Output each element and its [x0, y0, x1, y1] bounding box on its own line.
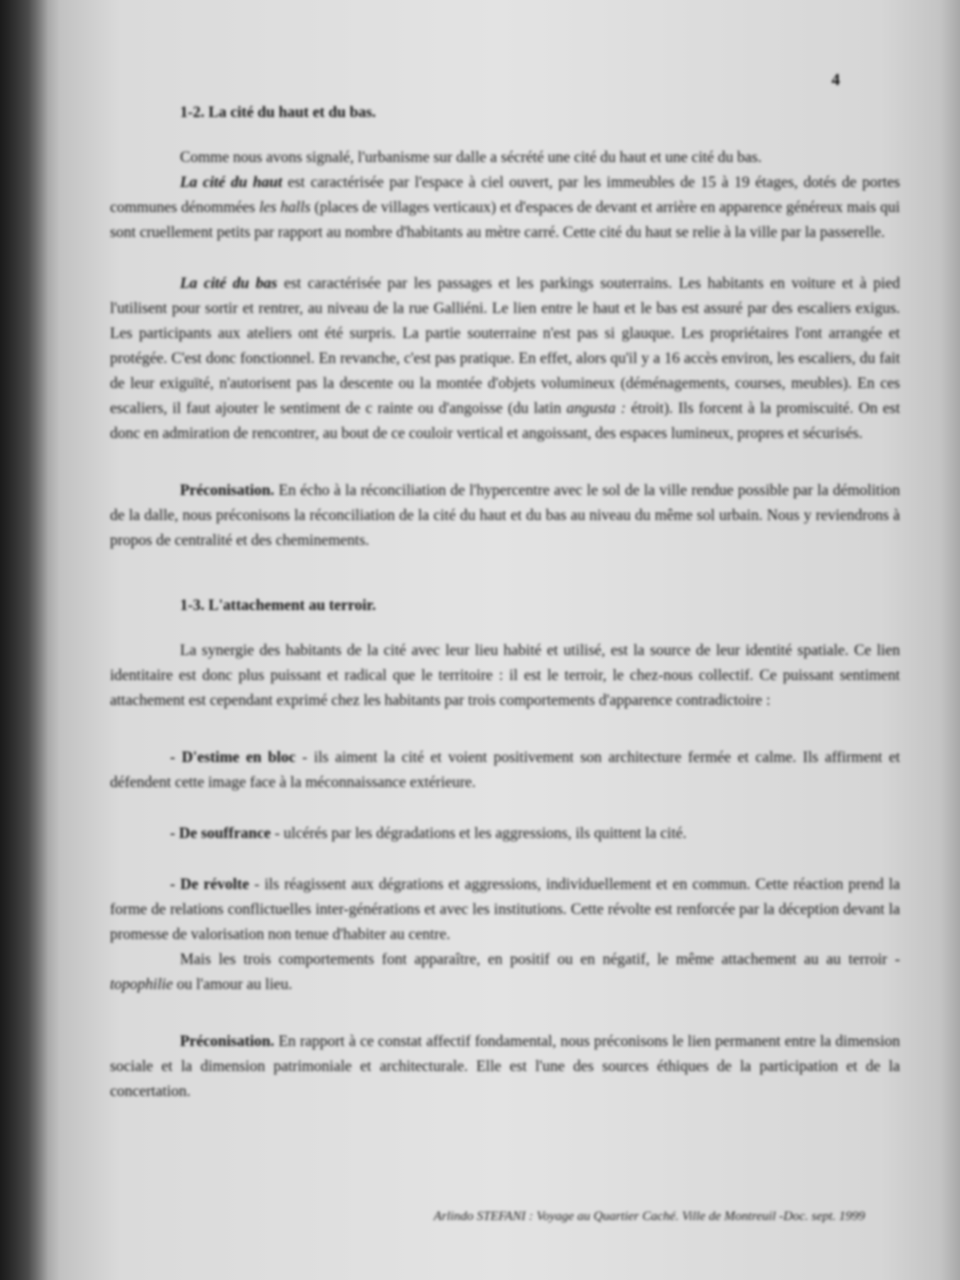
term-angusta: angusta : — [566, 400, 626, 417]
page-number: 4 — [831, 70, 840, 89]
haut-text-1: est caractérisée par l'espace à ciel ouvert, par les immeubles de 15 à 19 étages, dotés de portes communes dénommées — [110, 174, 901, 216]
spacer — [110, 846, 900, 872]
item-estime-label: - D'estime en bloc — [170, 749, 296, 766]
spacer — [110, 997, 900, 1029]
paragraph-intro — [110, 145, 900, 170]
term-halls: les halls — [259, 199, 311, 216]
conclusion-text-2: ou l'amour au lieu. — [172, 976, 293, 993]
section-heading-1-3: 1-3. L'attachement au terroir. — [180, 597, 376, 614]
bas-text-1: est caractérisée par les passages et les parkings souterrains. Les habitants en voiture et à pied l'utilisent pour sortir et rentrer, au niveau de la rue Galliéni. Le lien entre le haut et le bas est assuré par des escaliers exigus. Les participants aux ateliers ont été surpris. La partie souterraine n'est pas si glauque. Les propriétaires l'ont arrangée et protégée. C'est donc fonctionnel. En revanche, c'est pas pratique. En effet, alors qu'il y a 16 accès environ, les escaliers, du fait de leur exiguïté, n'autorisent pas la descente ou la montée d'objets volumineux (déménagements, courses, meubles). En ces escaliers, il faut ajouter le sentiment de c rainte ou d'angoisse (du latin — [110, 275, 900, 417]
page-footer: Arlindo STEFANI : Voyage au Quartier Caché. Ville de Montreuil -Doc. sept. 1999 — [433, 1208, 865, 1223]
item-souffrance-text: - ulcérés par les dégradations et les aggressions, ils quittent la cité. — [270, 825, 687, 842]
paragraph-synergie — [110, 638, 900, 713]
bas-text-2: étroit). Ils forcent à la promiscuité. On est donc en admiration de rencontrer, au bout de ce couloir vertical et angoissant, des espaces lumineux, propres et sécurisés. — [110, 400, 900, 442]
list-item-estime — [110, 745, 900, 795]
list-item-souffrance — [110, 821, 900, 846]
spacer — [110, 795, 900, 821]
paragraph-preconisation-1 — [110, 478, 900, 553]
item-revolte-text: - ils réagissent aux dégrations et aggressions, individuellement et en commun. Cette réaction prend la forme de relations conflictuelles inter-générations et avec les institutions. Cette révolte est renforcée par la déception devant la promesse de valorisation non tenue d'habiter au centre. — [110, 876, 900, 943]
spacer — [110, 713, 900, 745]
preconisation-label: Préconisation. — [180, 482, 275, 499]
item-revolte-label: - De révolte — [170, 876, 250, 893]
item-estime-text: - ils aiment la cité et voient positivement son architecture fermée et calme. Ils affirment et défendent cette image face à la méconnaissance extérieure. — [110, 749, 901, 791]
paragraph-conclusion — [110, 947, 900, 997]
document-page — [40, 0, 960, 1280]
term-cite-haut: La cité du haut — [180, 174, 283, 191]
paragraph-preconisation-2 — [110, 1029, 900, 1104]
item-souffrance-label: - De souffrance — [170, 825, 271, 842]
preconisation-text: En écho à la réconciliation de l'hypercentre avec le sol de la ville rendue possible par la démolition de la dalle, nous préconisons la réconciliation de la cité du haut et du bas au niveau du même sol urbain. Nous y reviendrons à propos de centralité et des cheminements. — [110, 482, 900, 549]
preconisation-2-text: En rapport à ce constat affectif fondamental, nous préconisons le lien permanent entre la dimension sociale et la dimension patrimoniale et architecturale. Elle est l'une des sources éthiques de la participation et de la concertation. — [110, 1033, 900, 1100]
paragraph-cite-haut — [110, 170, 900, 245]
term-cite-bas: La cité du bas — [180, 275, 278, 292]
spacer — [110, 446, 900, 478]
preconisation-2-label: Préconisation. — [180, 1033, 275, 1050]
synergie-text: La synergie des habitants de la cité avec leur lieu habité et utilisé, est la source de leur identité spatiale. Ce lien identitaire est donc plus puissant et radical que le territoire : il est le terroir, le chez-nous collectif. Ce puissant sentiment attachement est cependant exprimé chez les habitants par trois comportements d'apparence contradictoire : — [110, 642, 900, 709]
term-topophilie: topophilie — [110, 976, 173, 993]
list-item-revolte — [110, 872, 900, 947]
body-text — [110, 60, 900, 1104]
intro-text: Comme nous avons signalé, l'urbanisme sur dalle a sécrété une cité du haut et une cité du bas. — [180, 149, 762, 166]
section-heading-1-2: 1-2. La cité du haut et du bas. — [180, 104, 376, 121]
haut-text-2: (places de villages verticaux) et d'espaces de devant et arrière en apparence généreux mais qui sont cruellement petits par rapport au nombre d'habitants au mètre carré. Cette cité du haut se relie à la ville par la passerelle. — [110, 199, 900, 241]
paragraph-cite-bas — [110, 271, 900, 446]
conclusion-text-1: Mais les trois comportements font apparaître, en positif ou en négatif, le même attachement au au terroir - — [180, 951, 900, 968]
spacer — [110, 245, 900, 271]
